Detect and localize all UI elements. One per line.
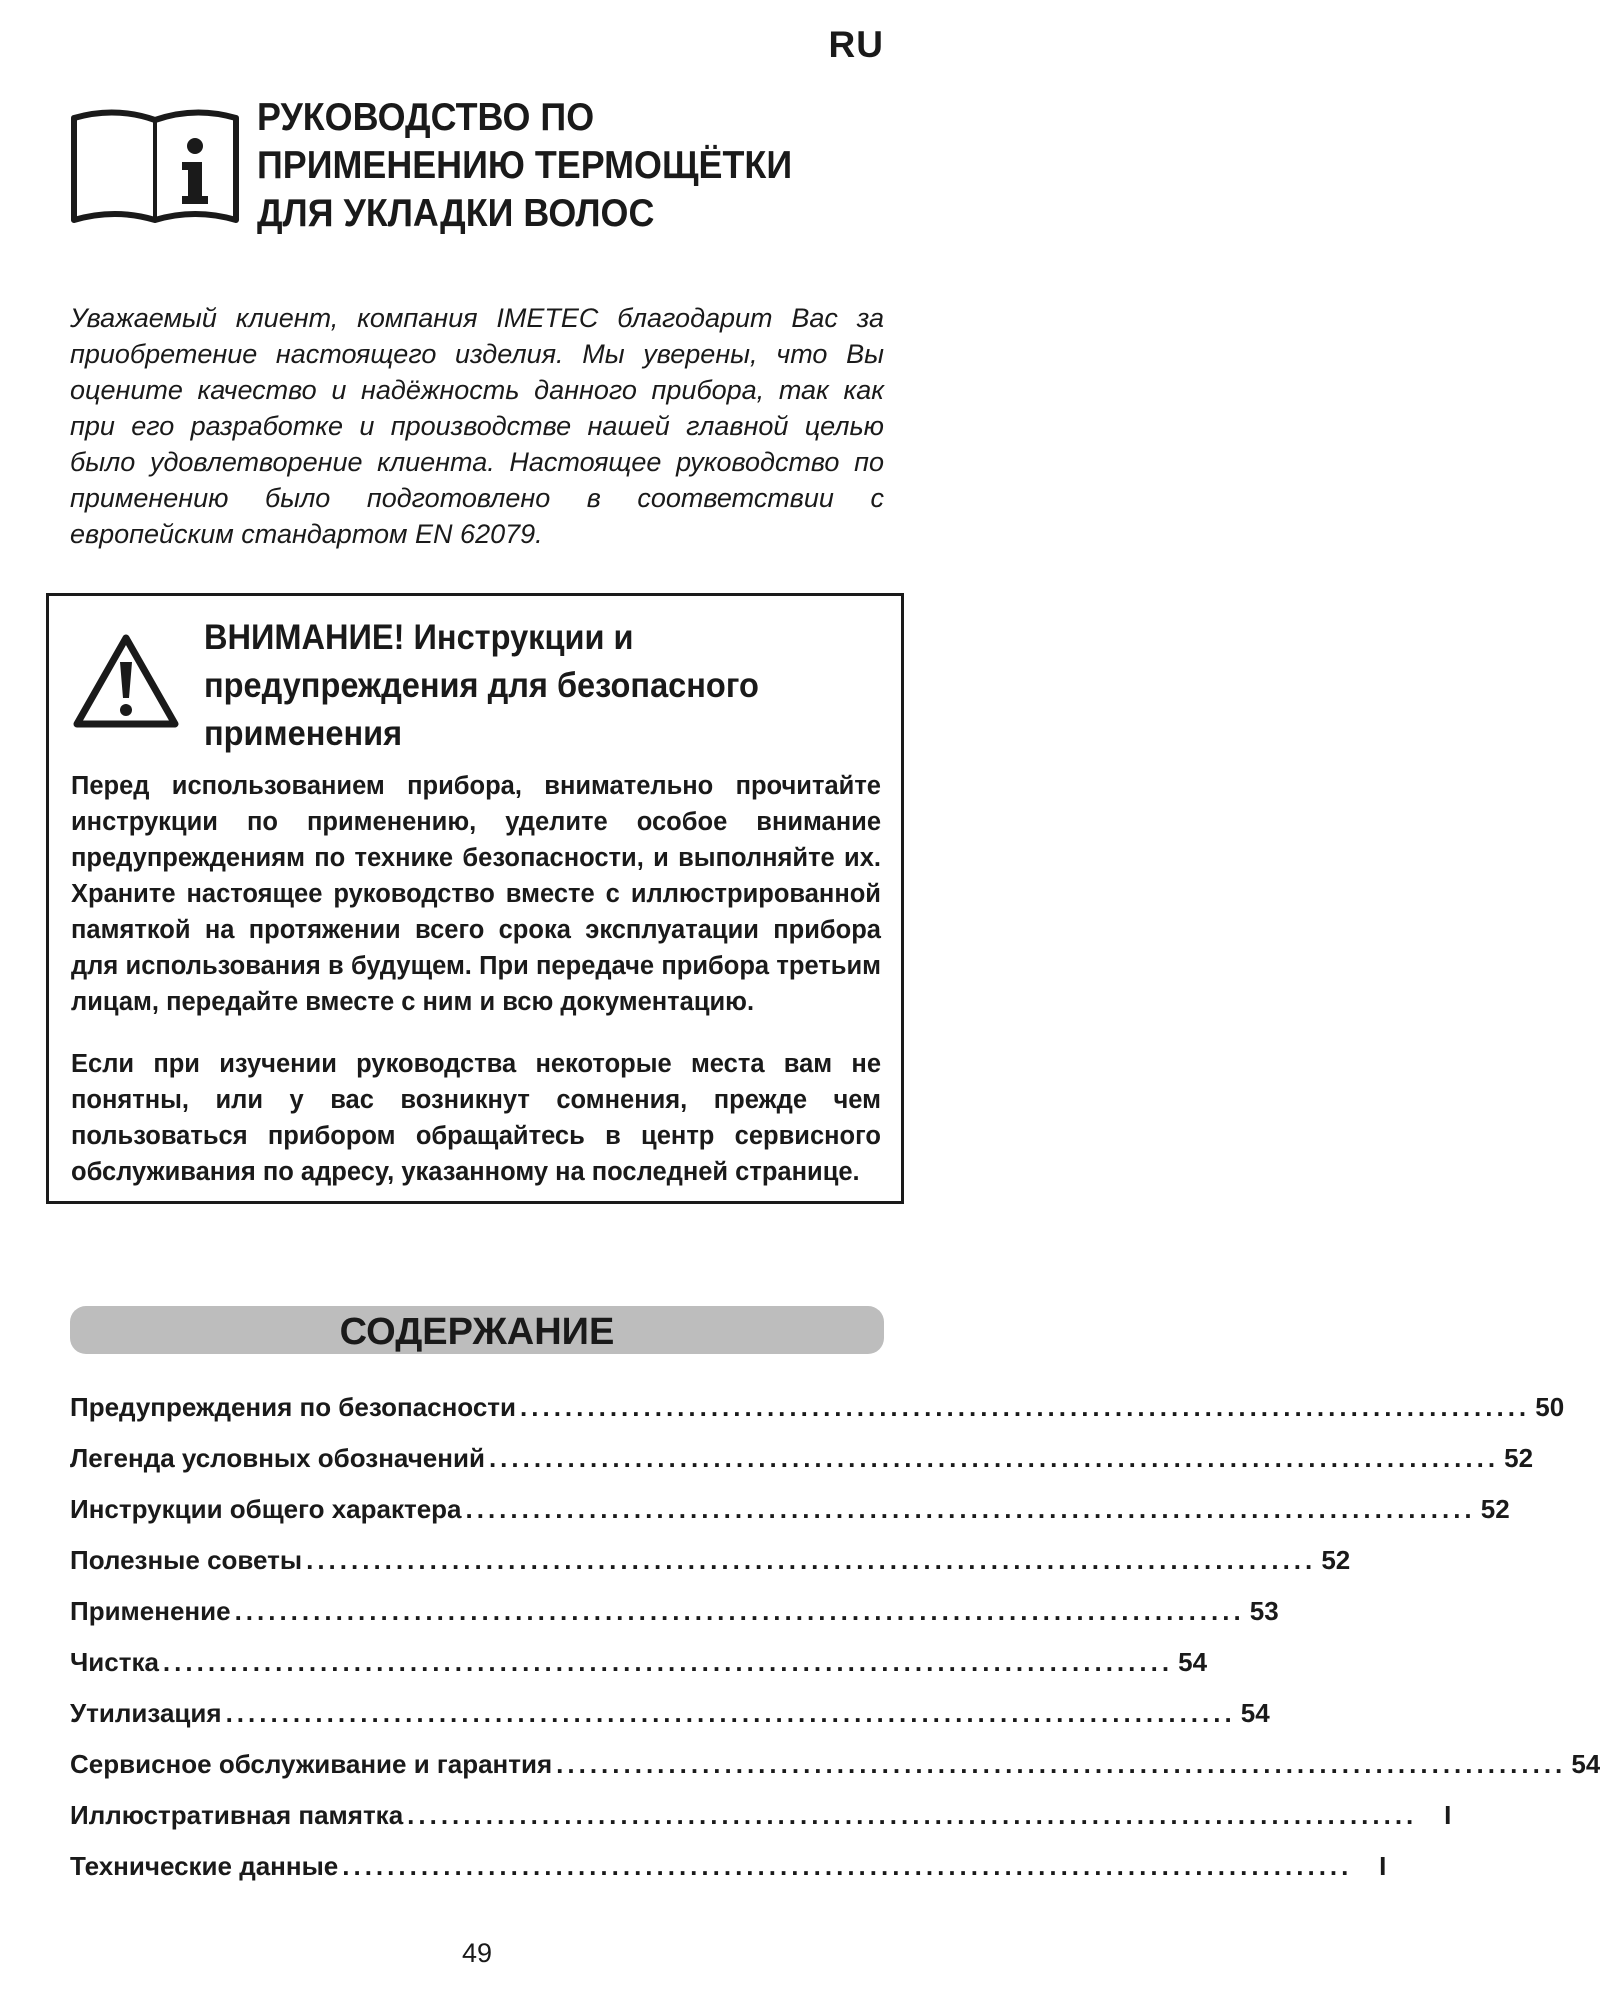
toc-leader-dots: .......................................................................................... xyxy=(407,1800,1418,1830)
toc-item-page: 52 xyxy=(1504,1443,1534,1473)
table-of-contents xyxy=(70,1392,1600,1902)
toc-item[interactable] xyxy=(70,1647,1208,1698)
toc-leader-dots: .......................................................................................... xyxy=(520,1392,1531,1422)
toc-item[interactable] xyxy=(70,1851,1387,1902)
toc-item-label: Применение xyxy=(70,1596,231,1626)
toc-item[interactable] xyxy=(70,1698,1270,1749)
toc-item-page: 52 xyxy=(1321,1545,1351,1575)
toc-item-label: Сервисное обслуживание и гарантия xyxy=(70,1749,553,1779)
toc-leader-dots: .......................................................................................... xyxy=(556,1749,1567,1779)
toc-item-page: 50 xyxy=(1535,1392,1565,1422)
toc-item-page: 54 xyxy=(1571,1749,1600,1779)
warning-box xyxy=(46,593,904,1204)
toc-leader-dots: .......................................................................................... xyxy=(225,1698,1236,1728)
toc-item-label: Утилизация xyxy=(70,1698,222,1728)
toc-item-page: 52 xyxy=(1480,1494,1510,1524)
intro-paragraph: Уважаемый клиент, компания IMETEC благодарит Вас за приобретение настоящего изделия. Мы уверены, что Вы оцените качество и надёжность данного прибора, так как при его разработке и производстве нашей главной целью было удовлетворение клиента. Настоящее руководство по применению было подготовлено в соответствии с европейским стандартом EN 62079. xyxy=(70,303,884,549)
toc-item-label: Предупреждения по безопасности xyxy=(70,1392,517,1422)
toc-item[interactable] xyxy=(70,1800,1452,1851)
toc-leader-dots: .......................................................................................... xyxy=(465,1494,1476,1524)
toc-leader-dots: .......................................................................................... xyxy=(162,1647,1174,1677)
toc-leader-dots: .......................................................................................... xyxy=(342,1851,1353,1881)
toc-item[interactable] xyxy=(70,1494,1510,1545)
toc-header xyxy=(70,1306,884,1354)
language-code: RU xyxy=(828,24,884,65)
manual-title: РУКОВОДСТВО ПО ПРИМЕНЕНИЮ ТЕРМОЩЁТКИ ДЛЯ УКЛАДКИ ВОЛОС xyxy=(257,96,793,235)
warning-paragraph: Перед использованием прибора, внимательно прочитайте инструкции по применению, уделите особое внимание предупреждениям по технике безопасности, и выполняйте их. Храните настоящее руководство вместе с иллюстрированной памяткой на протяжении всего срока эксплуатации прибора для использования в будущем. При передаче прибора третьим лицам, передайте вместе с ним и всю документацию. xyxy=(71,772,881,1016)
toc-item-label: Чистка xyxy=(70,1647,159,1677)
toc-title: СОДЕРЖАНИЕ xyxy=(339,1311,615,1353)
book-info-icon xyxy=(70,108,240,226)
toc-leader-dots: .......................................................................................... xyxy=(488,1443,1500,1473)
warning-title: ВНИМАНИЕ! Инструкции и предупреждения для безопасного применения xyxy=(204,618,759,753)
toc-item-label: Технические данные xyxy=(70,1851,339,1881)
toc-item[interactable] xyxy=(70,1443,1534,1494)
toc-item-page: 54 xyxy=(1178,1647,1208,1677)
page-number: 49 xyxy=(461,1938,493,1968)
toc-item[interactable] xyxy=(70,1749,1600,1800)
toc-item-page: I xyxy=(1379,1851,1387,1881)
toc-item-label: Полезные советы xyxy=(70,1545,303,1575)
warning-paragraph: Если при изучении руководства некоторые места вам не понятны, или у вас возникнут сомнения, прежде чем пользоваться прибором обращайтесь в центр сервисного обслуживания по адресу, указанному на последней странице. xyxy=(71,1050,881,1186)
toc-item-label: Легенда условных обозначений xyxy=(70,1443,485,1473)
toc-leader-dots: .......................................................................................... xyxy=(306,1545,1317,1575)
toc-item-page: 54 xyxy=(1240,1698,1270,1728)
toc-item[interactable] xyxy=(70,1596,1279,1647)
toc-item-label: Инструкции общего характера xyxy=(70,1494,462,1524)
toc-item[interactable] xyxy=(70,1545,1351,1596)
toc-leader-dots: .......................................................................................... xyxy=(234,1596,1245,1626)
warning-triangle-icon xyxy=(71,632,181,730)
toc-item-page: 53 xyxy=(1249,1596,1279,1626)
toc-item-label: Иллюстративная памятка xyxy=(70,1800,404,1830)
toc-item[interactable] xyxy=(70,1392,1565,1443)
toc-item-page: I xyxy=(1444,1800,1452,1830)
